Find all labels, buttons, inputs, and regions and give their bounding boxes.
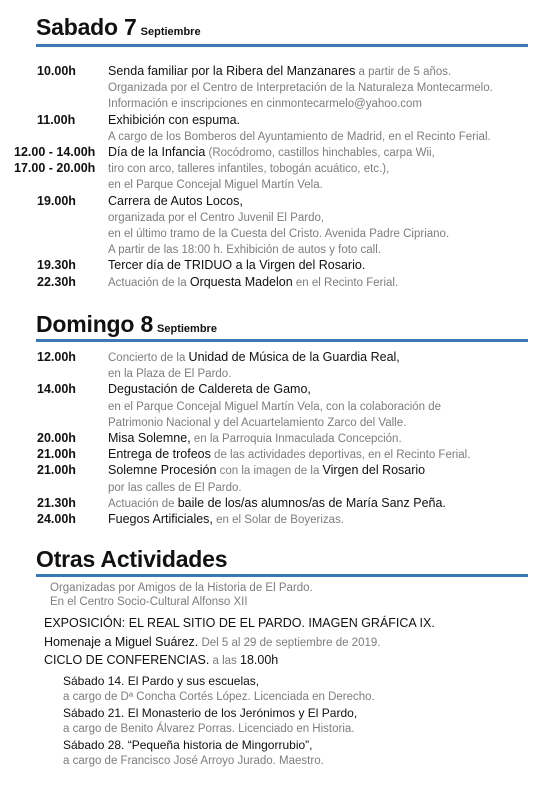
event-detail: a partir de 5 años. [355,66,452,78]
activity-line [44,635,380,651]
event-line [108,512,344,528]
section-header-domingo [36,311,217,338]
event-line [108,366,231,382]
event-title: Misa Solemne, [108,431,191,445]
event-line [108,382,311,397]
event-detail: Información e inscripciones en cinmontecarmelo@yahoo.com [108,98,423,111]
event-line [108,480,242,496]
event-time: 24.00h [37,512,76,526]
event-title: Solemne Procesión [108,463,217,478]
event-line [108,258,365,273]
event-line [108,177,323,193]
event-title: Senda familiar por la Ribera del Manzanares [108,64,356,78]
section-divider [36,339,528,342]
event-line [108,350,400,366]
event-time: 19.30h [37,258,76,273]
section-divider [36,44,528,47]
event-time: 17.00 - 20.00h [14,161,96,176]
day-title: Domingo 8 [36,311,154,337]
activity-line [44,616,435,631]
event-detail: en la Plaza de El Pardo. [108,368,232,381]
event-line [108,463,425,479]
event-time: 19.00h [37,193,76,208]
event-line [108,210,324,226]
event-line [108,129,491,145]
event-line [108,496,446,512]
event-title: Degustación de Caldereta de Gamo, [108,382,311,397]
event-detail: Patrimonio Nacional y del Acuartelamiento Zarco del Valle. [108,416,407,429]
event-title: Día de la Infancia [108,145,206,159]
event-title: baile de los/as alumnos/as de María Sanz Peña. [177,495,446,510]
event-detail: en el Parque Concejal Miguel Martín Vela, con la colaboración de [108,400,442,413]
event-detail: Concierto de la [108,352,189,364]
section-header-otras [36,546,227,573]
event-detail: A cargo de los Bomberos del Ayuntamiento de Madrid, en el Recinto Ferial. [108,130,491,143]
event-line [108,399,441,415]
event-time: 11.00h [37,112,76,127]
event-detail: en el último tramo de la Cuesta del Cristo. Avenida Padre Cipriano. [108,228,450,240]
event-title: Entrega de trofeos [108,447,211,462]
activity-detail: Del 5 al 29 de septiembre de 2019. [198,636,381,649]
event-detail: A partir de las 18:00 h. Exhibición de autos y foto call. [108,244,381,257]
event-time: 21.30h [37,495,76,510]
event-detail: en el Recinto Ferial. [292,276,399,289]
organizer-note: En el Centro Socio-Cultural Alfonso XII [50,595,248,608]
day-title: Sabado 7 [36,14,137,40]
event-detail: en el Parque Concejal Miguel Martín Vela. [108,179,323,192]
event-detail: en la Parroquia Inmaculada Concepción. [190,433,402,445]
event-detail: (Rocódromo, castillos hinchables, carpa Wii, [205,147,435,159]
event-title: Tercer día de TRIDUO a la Virgen del Rosario. [108,258,366,273]
activity-line [44,653,278,669]
event-time: 22.30h [37,274,76,289]
conference-title: Sábado 14. El Pardo y sus escuelas, [63,674,260,688]
event-detail: por las calles de El Pardo. [108,481,242,494]
event-detail: con la imagen de la [216,465,323,478]
event-time: 14.00h [37,382,76,397]
activity-title: Homenaje a Miguel Suárez. [44,634,199,649]
section-header-sabado [36,14,201,41]
event-time: 12.00 - 14.00h [14,145,96,159]
event-line [108,161,389,177]
activity-title: EXPOSICIÓN: EL REAL SITIO DE EL PARDO. IMAGEN GRÁFICA IX. [44,616,435,630]
event-detail: de las actividades deportivas, en el Recinto Ferial. [210,449,471,462]
event-detail: en el Solar de Boyerizas. [212,514,344,526]
event-time: 21.00h [37,463,76,478]
event-time: 20.00h [37,431,76,445]
event-line [108,96,422,112]
event-line [108,242,381,258]
event-title: Carrera de Autos Locos, [108,193,243,208]
event-line [108,447,470,463]
event-line [108,64,451,80]
conference-title: Sábado 21. El Monasterio de los Jerónimos y El Pardo, [63,706,358,720]
conference-speaker: a cargo de Benito Álvarez Porras. Licenciado en Historia. [63,723,355,735]
month-label: Septiembre [140,26,201,38]
event-time: 10.00h [37,64,76,78]
event-time: 12.00h [37,350,76,364]
event-detail: Actuación de [108,497,178,510]
event-title: Exhibición con espuma. [108,112,241,127]
event-line [108,226,449,242]
section-divider [36,574,528,577]
month-label: Septiembre [157,323,217,335]
conference-speaker: a cargo de Dª Concha Cortés López. Licenciada en Derecho. [63,691,375,703]
event-line [108,415,406,431]
event-line [108,113,240,128]
conference-title: Sábado 28. “Pequeña historia de Mingorrubio”, [63,738,313,752]
event-time: 21.00h [37,447,76,462]
activity-title: CICLO DE CONFERENCIAS. [44,653,210,667]
event-line [108,275,398,291]
event-line [108,80,493,96]
event-title: Fuegos Artificiales, [108,512,213,526]
event-detail: tiro con arco, talleres infantiles, tobogán acuático, etc.), [108,163,390,176]
section-title: Otras Actividades [36,546,228,572]
event-line [108,431,402,447]
event-detail: Organizada por el Centro de Interpretación de la Naturaleza Montecarmelo. [108,82,493,95]
activity-detail: a las [209,655,240,667]
conference-speaker: a cargo de Francisco José Arroyo Jurado. Maestro. [63,755,324,767]
event-title: Unidad de Música de la Guardia Real, [188,350,400,364]
event-line [108,194,243,209]
event-detail: organizada por el Centro Juvenil El Pardo, [108,211,325,224]
event-title: Orquesta Madelon [189,274,293,289]
event-title: Virgen del Rosario [322,463,426,478]
activity-title: 18.00h [240,653,279,667]
event-line [108,145,435,161]
event-detail: Actuación de la [108,276,190,289]
organizer-note: Organizadas por Amigos de la Historia de El Pardo. [50,582,313,594]
